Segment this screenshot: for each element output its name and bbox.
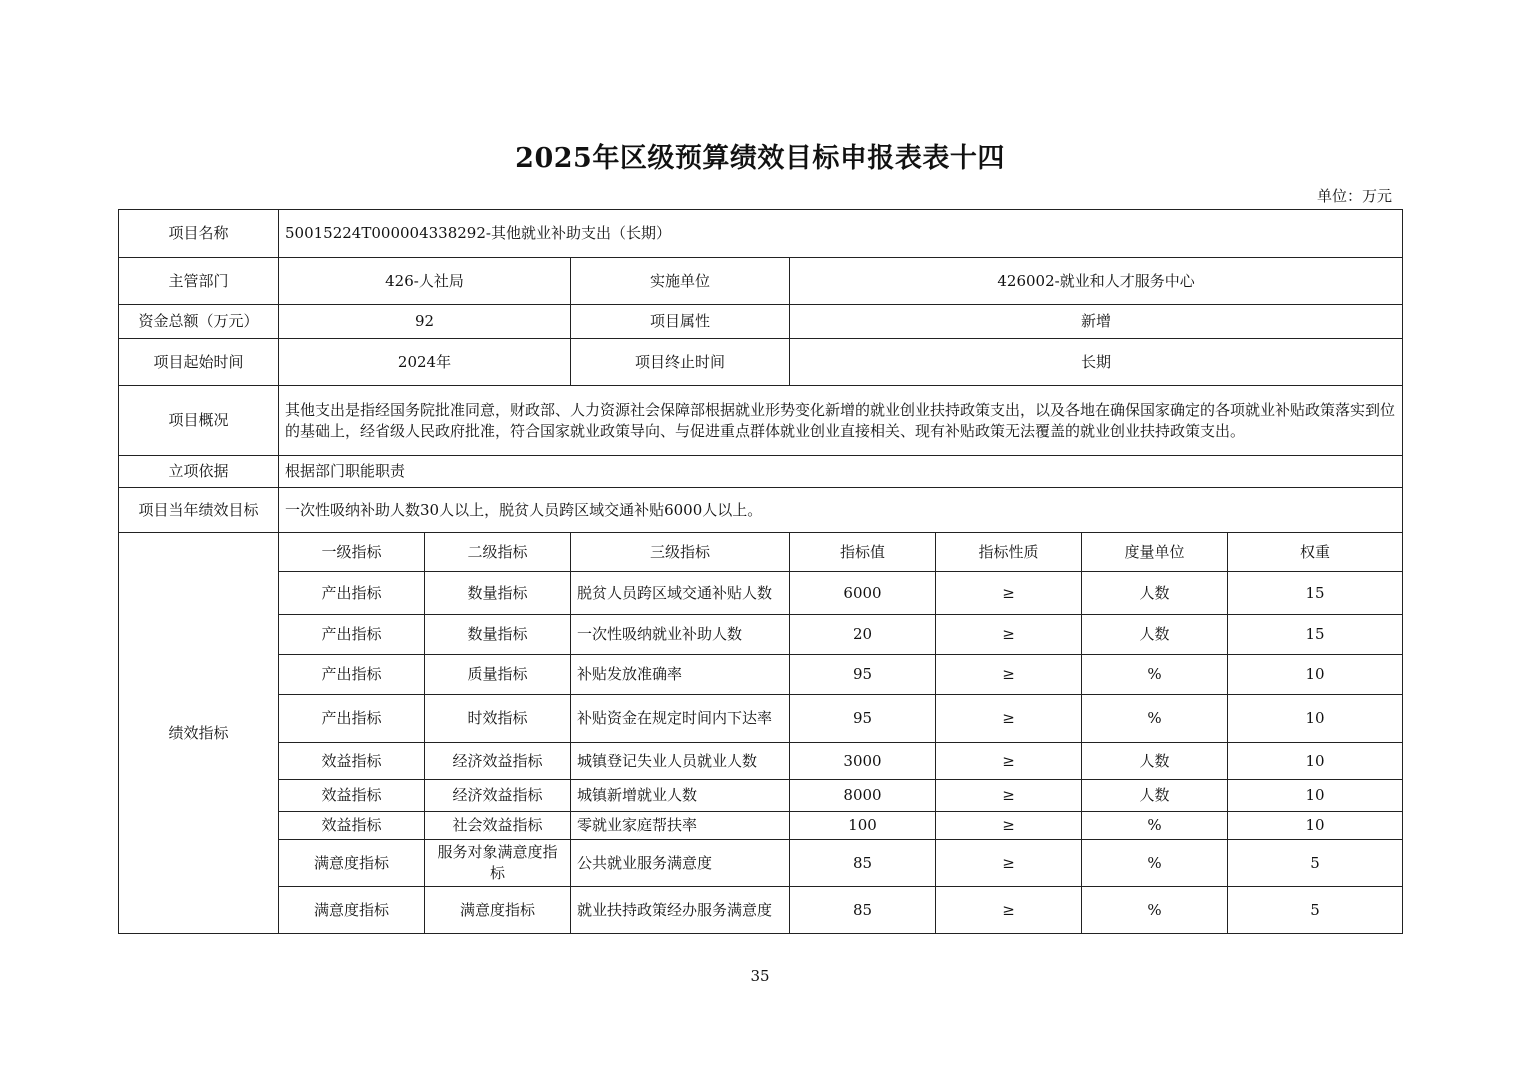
- cell-level3: 一次性吸纳就业补助人数: [571, 615, 790, 655]
- cell-level3: 城镇新增就业人数: [571, 780, 790, 812]
- table-row: [119, 615, 1403, 655]
- cell-unit: 人数: [1082, 615, 1228, 655]
- cell-level1: 满意度指标: [279, 887, 425, 934]
- cell-level3: 补贴资金在规定时间内下达率: [571, 695, 790, 743]
- cell-level3: 补贴发放准确率: [571, 655, 790, 695]
- cell-value: 95: [790, 655, 936, 695]
- cell-value: 20: [790, 615, 936, 655]
- fund-value: 92: [279, 305, 571, 339]
- header-level3: 三级指标: [571, 533, 790, 572]
- cell-level2: 经济效益指标: [425, 743, 571, 780]
- cell-nature: ≥: [936, 655, 1082, 695]
- cell-level1: 产出指标: [279, 695, 425, 743]
- project-attr-label: 项目属性: [571, 305, 790, 339]
- performance-table: [118, 209, 1403, 934]
- project-attr-value: 新增: [790, 305, 1403, 339]
- basis-label: 立项依据: [119, 456, 279, 488]
- cell-unit: %: [1082, 887, 1228, 934]
- cell-weight: 15: [1228, 572, 1403, 615]
- cell-level1: 产出指标: [279, 655, 425, 695]
- page-number: 35: [750, 967, 770, 985]
- cell-level1: 产出指标: [279, 615, 425, 655]
- header-weight: 权重: [1228, 533, 1403, 572]
- header-nature: 指标性质: [936, 533, 1082, 572]
- cell-nature: ≥: [936, 743, 1082, 780]
- cell-weight: 15: [1228, 615, 1403, 655]
- cell-value: 6000: [790, 572, 936, 615]
- cell-level3: 脱贫人员跨区域交通补贴人数: [571, 572, 790, 615]
- cell-level1: 满意度指标: [279, 840, 425, 887]
- cell-value: 85: [790, 887, 936, 934]
- cell-unit: 人数: [1082, 743, 1228, 780]
- cell-weight: 10: [1228, 812, 1403, 840]
- cell-unit: %: [1082, 840, 1228, 887]
- cell-level2: 满意度指标: [425, 887, 571, 934]
- cell-nature: ≥: [936, 812, 1082, 840]
- cell-level3: 零就业家庭帮扶率: [571, 812, 790, 840]
- start-time-value: 2024年: [279, 339, 571, 386]
- cell-level1: 效益指标: [279, 780, 425, 812]
- cell-value: 3000: [790, 743, 936, 780]
- cell-value: 95: [790, 695, 936, 743]
- cell-level2: 经济效益指标: [425, 780, 571, 812]
- cell-level2: 服务对象满意度指标: [425, 840, 571, 887]
- unit-label: 单位：万元: [1316, 187, 1392, 205]
- table-row: [119, 743, 1403, 780]
- cell-nature: ≥: [936, 780, 1082, 812]
- cell-level2: 数量指标: [425, 572, 571, 615]
- table-row: [119, 780, 1403, 812]
- overview-label: 项目概况: [119, 386, 279, 456]
- document-title: 2025年区级预算绩效目标申报表表十四: [515, 143, 1005, 174]
- cell-value: 85: [790, 840, 936, 887]
- cell-nature: ≥: [936, 615, 1082, 655]
- table-row: [119, 812, 1403, 840]
- cell-level2: 数量指标: [425, 615, 571, 655]
- header-level1: 一级指标: [279, 533, 425, 572]
- cell-weight: 10: [1228, 743, 1403, 780]
- cell-nature: ≥: [936, 572, 1082, 615]
- cell-level1: 产出指标: [279, 572, 425, 615]
- cell-weight: 10: [1228, 695, 1403, 743]
- cell-unit: 人数: [1082, 572, 1228, 615]
- cell-level1: 效益指标: [279, 812, 425, 840]
- fund-label: 资金总额（万元）: [119, 305, 279, 339]
- cell-unit: %: [1082, 812, 1228, 840]
- cell-level3: 城镇登记失业人员就业人数: [571, 743, 790, 780]
- header-level2: 二级指标: [425, 533, 571, 572]
- cell-nature: ≥: [936, 887, 1082, 934]
- impl-unit-label: 实施单位: [571, 258, 790, 305]
- cell-weight: 5: [1228, 887, 1403, 934]
- cell-level2: 质量指标: [425, 655, 571, 695]
- cell-level2: 社会效益指标: [425, 812, 571, 840]
- project-name-value: 50015224T000004338292-其他就业补助支出（长期）: [279, 210, 1403, 258]
- cell-level2: 时效指标: [425, 695, 571, 743]
- start-time-label: 项目起始时间: [119, 339, 279, 386]
- dept-label: 主管部门: [119, 258, 279, 305]
- cell-weight: 10: [1228, 655, 1403, 695]
- end-time-label: 项目终止时间: [571, 339, 790, 386]
- project-name-label: 项目名称: [119, 210, 279, 258]
- cell-weight: 5: [1228, 840, 1403, 887]
- header-value: 指标值: [790, 533, 936, 572]
- table-row: [119, 840, 1403, 887]
- table-row: [119, 655, 1403, 695]
- cell-unit: %: [1082, 695, 1228, 743]
- cell-level3: 公共就业服务满意度: [571, 840, 790, 887]
- header-unit: 度量单位: [1082, 533, 1228, 572]
- cell-value: 100: [790, 812, 936, 840]
- annual-goal-label: 项目当年绩效目标: [119, 488, 279, 533]
- dept-value: 426-人社局: [279, 258, 571, 305]
- table-row: [119, 572, 1403, 615]
- cell-nature: ≥: [936, 695, 1082, 743]
- cell-unit: %: [1082, 655, 1228, 695]
- cell-level3: 就业扶持政策经办服务满意度: [571, 887, 790, 934]
- table-row: [119, 887, 1403, 934]
- basis-value: 根据部门职能职责: [279, 456, 1403, 488]
- cell-value: 8000: [790, 780, 936, 812]
- cell-nature: ≥: [936, 840, 1082, 887]
- end-time-value: 长期: [790, 339, 1403, 386]
- table-row: [119, 695, 1403, 743]
- overview-value: 其他支出是指经国务院批准同意，财政部、人力资源社会保障部根据就业形势变化新增的就业创业扶持政策支出，以及各地在确保国家确定的各项就业补贴政策落实到位的基础上，经省级人民政府批准，符合国家就业政策导向、与促进重点群体就业创业直接相关、现有补贴政策无法覆盖的就业创业扶持政策支出。: [279, 386, 1403, 456]
- annual-goal-value: 一次性吸纳补助人数30人以上，脱贫人员跨区域交通补贴6000人以上。: [279, 488, 1403, 533]
- cell-weight: 10: [1228, 780, 1403, 812]
- cell-unit: 人数: [1082, 780, 1228, 812]
- indicators-section-label: 绩效指标: [119, 533, 279, 934]
- impl-unit-value: 426002-就业和人才服务中心: [790, 258, 1403, 305]
- cell-level1: 效益指标: [279, 743, 425, 780]
